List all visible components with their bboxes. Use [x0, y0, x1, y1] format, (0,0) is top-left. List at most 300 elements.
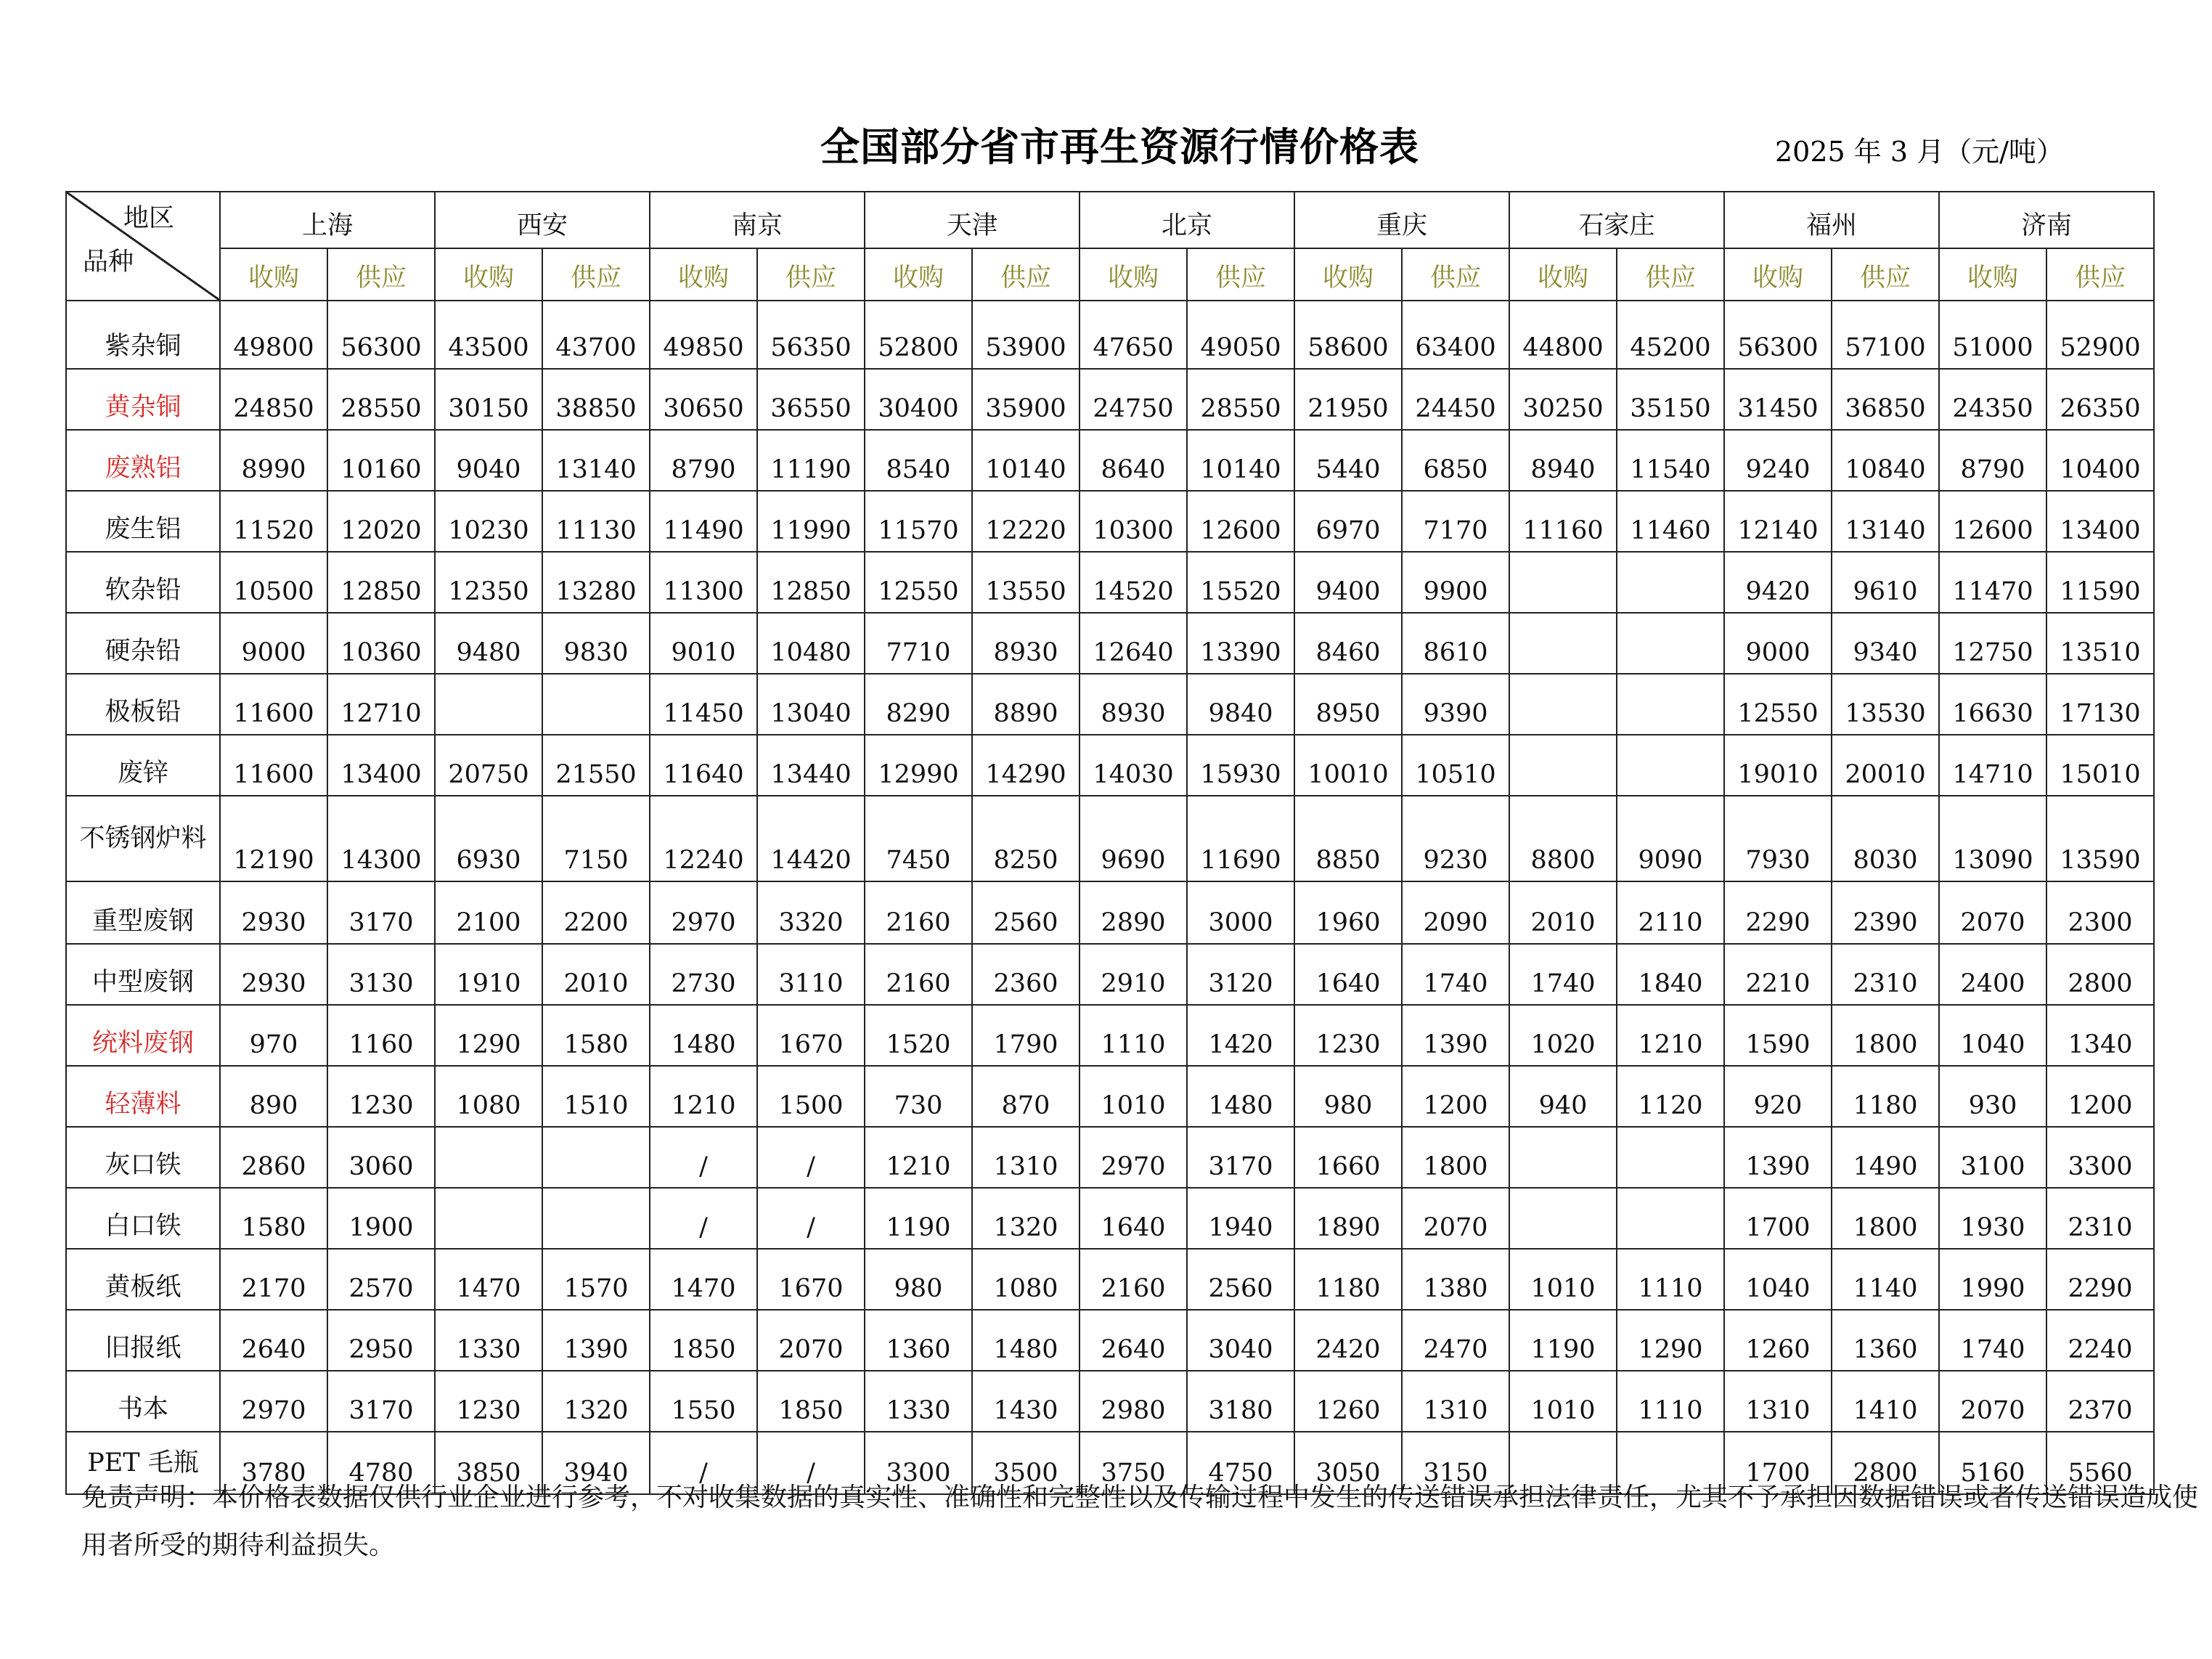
supply-price-cell: 2560 [972, 881, 1080, 944]
supply-price-cell: 53900 [972, 301, 1080, 369]
buy-price-cell: 930 [1939, 1066, 2046, 1127]
buy-price-cell: 31450 [1724, 369, 1832, 430]
supply-price-cell: 13140 [1832, 491, 1939, 552]
buy-price-cell: 3850 [435, 1432, 542, 1494]
supply-price-cell [542, 1188, 650, 1249]
table-row [66, 1310, 2154, 1371]
buy-price-cell: 2640 [220, 1310, 327, 1371]
variety-cell: 废锌 [66, 735, 220, 796]
buy-price-cell: 3300 [865, 1432, 972, 1494]
supply-price-cell: 9830 [542, 613, 650, 674]
supply-price-cell: 3170 [1187, 1127, 1294, 1188]
supply-price-cell: 2310 [1832, 944, 1939, 1005]
buy-price-cell: 1740 [1939, 1310, 2046, 1371]
buy-subheader: 收购 [1509, 248, 1617, 301]
table-row [66, 301, 2154, 369]
table-row [66, 1249, 2154, 1310]
buy-price-cell: 12750 [1939, 613, 2046, 674]
supply-price-cell: 8930 [972, 613, 1080, 674]
table-row [66, 881, 2154, 944]
buy-price-cell: / [650, 1188, 757, 1249]
buy-price-cell: 30400 [865, 369, 972, 430]
table-row [66, 1005, 2154, 1066]
buy-price-cell: 1010 [1080, 1066, 1187, 1127]
buy-price-cell: 1040 [1724, 1249, 1832, 1310]
supply-price-cell: 8610 [1402, 613, 1509, 674]
supply-price-cell: 1290 [1617, 1310, 1724, 1371]
supply-price-cell: 2070 [757, 1310, 865, 1371]
buy-price-cell: 1010 [1509, 1371, 1617, 1432]
variety-cell: 黄板纸 [66, 1249, 220, 1310]
supply-price-cell: 1490 [1832, 1127, 1939, 1188]
buy-price-cell: 12990 [865, 735, 972, 796]
supply-price-cell: 2560 [1187, 1249, 1294, 1310]
buy-price-cell: 6930 [435, 796, 542, 881]
supply-price-cell: 5560 [2046, 1432, 2154, 1494]
price-table [65, 191, 2155, 1495]
supply-subheader: 供应 [1187, 248, 1294, 301]
buy-price-cell: 49850 [650, 301, 757, 369]
buy-price-cell: 30150 [435, 369, 542, 430]
supply-price-cell [1617, 674, 1724, 735]
buy-price-cell: 2160 [865, 881, 972, 944]
table-header [66, 192, 2154, 301]
corner-region-label: 地区 [123, 204, 174, 233]
supply-price-cell: 9900 [1402, 552, 1509, 613]
supply-price-cell: 14300 [327, 796, 435, 881]
table-row [66, 491, 2154, 552]
buy-price-cell: 8790 [650, 430, 757, 491]
buy-price-cell: 1290 [435, 1005, 542, 1066]
buy-price-cell: 1180 [1294, 1249, 1402, 1310]
supply-price-cell: 10360 [327, 613, 435, 674]
buy-price-cell: 1210 [650, 1066, 757, 1127]
buy-price-cell: 1080 [435, 1066, 542, 1127]
supply-price-cell: 3500 [972, 1432, 1080, 1494]
supply-price-cell: 2070 [1402, 1188, 1509, 1249]
supply-price-cell: 63400 [1402, 301, 1509, 369]
buy-price-cell: 11470 [1939, 552, 2046, 613]
supply-price-cell: 2800 [1832, 1432, 1939, 1494]
supply-price-cell [1617, 552, 1724, 613]
buy-price-cell: 8790 [1939, 430, 2046, 491]
buy-price-cell: 1020 [1509, 1005, 1617, 1066]
supply-price-cell: 1210 [1617, 1005, 1724, 1066]
supply-price-cell: 1200 [1402, 1066, 1509, 1127]
supply-price-cell: 1800 [1832, 1188, 1939, 1249]
buy-subheader: 收购 [1724, 248, 1832, 301]
supply-price-cell: 35150 [1617, 369, 1724, 430]
buy-price-cell: 1260 [1294, 1371, 1402, 1432]
supply-price-cell: 13440 [757, 735, 865, 796]
supply-price-cell: 2090 [1402, 881, 1509, 944]
supply-price-cell: 1570 [542, 1249, 650, 1310]
buy-price-cell: 8800 [1509, 796, 1617, 881]
supply-price-cell: 1310 [1402, 1371, 1509, 1432]
supply-price-cell: 28550 [327, 369, 435, 430]
buy-price-cell: 24350 [1939, 369, 2046, 430]
supply-price-cell: 9390 [1402, 674, 1509, 735]
disclaimer-text: 免责声明：本价格表数据仅供行业企业进行参考，不对收集数据的真实性、准确性和完整性以及传输过程中发生的传送错误承担法律责任，尤其不予承担因数据错误或者传送错误造成使用者所受的期待利益损失。 [81, 1483, 2199, 1560]
supply-price-cell: 10140 [972, 430, 1080, 491]
supply-price-cell: 1420 [1187, 1005, 1294, 1066]
buy-price-cell: 1190 [865, 1188, 972, 1249]
supply-price-cell: 11990 [757, 491, 865, 552]
buy-price-cell: 1260 [1724, 1310, 1832, 1371]
table-row [66, 674, 2154, 735]
buy-price-cell: 1550 [650, 1371, 757, 1432]
supply-price-cell: 10510 [1402, 735, 1509, 796]
supply-price-cell: 1670 [757, 1005, 865, 1066]
supply-subheader: 供应 [327, 248, 435, 301]
buy-price-cell: 970 [220, 1005, 327, 1066]
supply-price-cell: 1320 [542, 1371, 650, 1432]
buy-price-cell: 1520 [865, 1005, 972, 1066]
table-row [66, 796, 2154, 881]
supply-price-cell: 9610 [1832, 552, 1939, 613]
supply-price-cell: 56350 [757, 301, 865, 369]
buy-price-cell: 8950 [1294, 674, 1402, 735]
supply-price-cell: / [757, 1188, 865, 1249]
supply-price-cell: 3060 [327, 1127, 435, 1188]
buy-price-cell: 1110 [1080, 1005, 1187, 1066]
buy-price-cell: 9480 [435, 613, 542, 674]
buy-price-cell: 2980 [1080, 1371, 1187, 1432]
supply-price-cell: 1580 [542, 1005, 650, 1066]
date-unit-label: 2025 年 3 月（元/吨） [1775, 136, 2064, 168]
supply-price-cell: 10840 [1832, 430, 1939, 491]
supply-price-cell: 13280 [542, 552, 650, 613]
buy-price-cell: 2160 [865, 944, 972, 1005]
supply-price-cell: 1740 [1402, 944, 1509, 1005]
buy-price-cell: 2100 [435, 881, 542, 944]
supply-price-cell: 1410 [1832, 1371, 1939, 1432]
buy-price-cell: 12240 [650, 796, 757, 881]
supply-price-cell: 1380 [1402, 1249, 1509, 1310]
buy-price-cell [1509, 674, 1617, 735]
buy-price-cell: 1990 [1939, 1249, 2046, 1310]
buy-price-cell: 940 [1509, 1066, 1617, 1127]
buy-price-cell [1509, 1127, 1617, 1188]
buy-price-cell: 1330 [865, 1371, 972, 1432]
buy-price-cell [435, 1127, 542, 1188]
supply-price-cell: 1790 [972, 1005, 1080, 1066]
buy-price-cell [1509, 735, 1617, 796]
buy-price-cell: 1960 [1294, 881, 1402, 944]
supply-price-cell: 36550 [757, 369, 865, 430]
buy-price-cell: 2970 [1080, 1127, 1187, 1188]
buy-price-cell: 11640 [650, 735, 757, 796]
buy-price-cell: 47650 [1080, 301, 1187, 369]
buy-price-cell: 11570 [865, 491, 972, 552]
buy-price-cell: 1890 [1294, 1188, 1402, 1249]
buy-price-cell: 21950 [1294, 369, 1402, 430]
buy-price-cell: 9420 [1724, 552, 1832, 613]
supply-price-cell: 1390 [1402, 1005, 1509, 1066]
buy-price-cell: 2010 [1509, 881, 1617, 944]
supply-price-cell: 52900 [2046, 301, 2154, 369]
supply-price-cell: 2010 [542, 944, 650, 1005]
city-header: 上海 [220, 192, 435, 248]
variety-cell: 轻薄料 [66, 1066, 220, 1127]
supply-price-cell: 1670 [757, 1249, 865, 1310]
supply-price-cell: 4780 [327, 1432, 435, 1494]
buy-price-cell: 1210 [865, 1127, 972, 1188]
supply-price-cell: 11130 [542, 491, 650, 552]
buy-price-cell: 10500 [220, 552, 327, 613]
buy-price-cell: 1480 [650, 1005, 757, 1066]
buy-price-cell: 56300 [1724, 301, 1832, 369]
buy-price-cell: 9240 [1724, 430, 1832, 491]
supply-price-cell: 3040 [1187, 1310, 1294, 1371]
supply-price-cell: 9230 [1402, 796, 1509, 881]
buy-price-cell: 1930 [1939, 1188, 2046, 1249]
supply-price-cell: 1510 [542, 1066, 650, 1127]
supply-price-cell: 1480 [1187, 1066, 1294, 1127]
buy-price-cell: 9040 [435, 430, 542, 491]
buy-subheader: 收购 [435, 248, 542, 301]
supply-price-cell: 13400 [2046, 491, 2154, 552]
buy-price-cell: 2070 [1939, 1371, 2046, 1432]
supply-price-cell: 3320 [757, 881, 865, 944]
supply-price-cell: 1110 [1617, 1249, 1724, 1310]
buy-price-cell: 2640 [1080, 1310, 1187, 1371]
variety-cell: 软杂铅 [66, 552, 220, 613]
supply-price-cell: 43700 [542, 301, 650, 369]
supply-price-cell: 3130 [327, 944, 435, 1005]
supply-price-cell: 1080 [972, 1249, 1080, 1310]
buy-price-cell: 8850 [1294, 796, 1402, 881]
supply-price-cell: 14290 [972, 735, 1080, 796]
supply-price-cell: / [757, 1432, 865, 1494]
variety-cell: 中型废钢 [66, 944, 220, 1005]
supply-price-cell: 12850 [757, 552, 865, 613]
variety-cell: 废生铝 [66, 491, 220, 552]
buy-price-cell: 14710 [1939, 735, 2046, 796]
supply-price-cell: 1320 [972, 1188, 1080, 1249]
supply-price-cell: 7170 [1402, 491, 1509, 552]
table-row [66, 552, 2154, 613]
buy-price-cell: 1470 [650, 1249, 757, 1310]
buy-price-cell: 8990 [220, 430, 327, 491]
buy-price-cell: 8540 [865, 430, 972, 491]
buy-subheader: 收购 [220, 248, 327, 301]
buy-price-cell: 2930 [220, 881, 327, 944]
supply-price-cell: 2470 [1402, 1310, 1509, 1371]
table-row [66, 430, 2154, 491]
supply-price-cell: 21550 [542, 735, 650, 796]
buy-price-cell: 2890 [1080, 881, 1187, 944]
supply-subheader: 供应 [1617, 248, 1724, 301]
supply-price-cell: 11690 [1187, 796, 1294, 881]
buy-price-cell: 11490 [650, 491, 757, 552]
buy-price-cell: 1190 [1509, 1310, 1617, 1371]
variety-cell: 统料废钢 [66, 1005, 220, 1066]
variety-cell: 书本 [66, 1371, 220, 1432]
supply-price-cell: 7150 [542, 796, 650, 881]
supply-price-cell: 11190 [757, 430, 865, 491]
supply-price-cell: 1390 [542, 1310, 650, 1371]
city-header: 西安 [435, 192, 650, 248]
variety-cell: 灰口铁 [66, 1127, 220, 1188]
buy-price-cell: 2420 [1294, 1310, 1402, 1371]
supply-price-cell: 2570 [327, 1249, 435, 1310]
supply-price-cell: 1140 [1832, 1249, 1939, 1310]
supply-price-cell: 1340 [2046, 1005, 2154, 1066]
buy-price-cell: 5160 [1939, 1432, 2046, 1494]
city-header-row [66, 192, 2154, 248]
buy-price-cell: 8290 [865, 674, 972, 735]
supply-price-cell: 1360 [1832, 1310, 1939, 1371]
supply-price-cell: 10160 [327, 430, 435, 491]
corner-variety-label: 品种 [83, 248, 134, 277]
supply-price-cell: 3170 [327, 1371, 435, 1432]
table-row [66, 1127, 2154, 1188]
supply-price-cell: 10480 [757, 613, 865, 674]
buy-price-cell: 11450 [650, 674, 757, 735]
buy-price-cell: 24750 [1080, 369, 1187, 430]
supply-price-cell: 3110 [757, 944, 865, 1005]
city-header: 重庆 [1294, 192, 1509, 248]
supply-price-cell: 36850 [1832, 369, 1939, 430]
city-header: 南京 [650, 192, 865, 248]
buy-price-cell: / [650, 1127, 757, 1188]
supply-price-cell: 3170 [327, 881, 435, 944]
subheader-row [66, 248, 2154, 301]
supply-price-cell: 13040 [757, 674, 865, 735]
buy-price-cell: 980 [865, 1249, 972, 1310]
buy-price-cell: 1040 [1939, 1005, 2046, 1066]
supply-price-cell: 1800 [1832, 1005, 1939, 1066]
variety-cell: 白口铁 [66, 1188, 220, 1249]
buy-price-cell: 14030 [1080, 735, 1187, 796]
buy-subheader: 收购 [865, 248, 972, 301]
supply-price-cell: 1160 [327, 1005, 435, 1066]
buy-price-cell: 6970 [1294, 491, 1402, 552]
supply-price-cell [1617, 735, 1724, 796]
supply-price-cell: 24450 [1402, 369, 1509, 430]
supply-price-cell [1617, 613, 1724, 674]
buy-price-cell: 11520 [220, 491, 327, 552]
buy-price-cell: 12350 [435, 552, 542, 613]
supply-price-cell: 1430 [972, 1371, 1080, 1432]
buy-price-cell: 10010 [1294, 735, 1402, 796]
buy-price-cell: 9000 [1724, 613, 1832, 674]
supply-price-cell: 8250 [972, 796, 1080, 881]
buy-price-cell: 2290 [1724, 881, 1832, 944]
buy-price-cell: 1590 [1724, 1005, 1832, 1066]
buy-price-cell [1509, 613, 1617, 674]
city-header: 济南 [1939, 192, 2154, 248]
buy-price-cell: 24850 [220, 369, 327, 430]
supply-price-cell: 11460 [1617, 491, 1724, 552]
buy-price-cell: 44800 [1509, 301, 1617, 369]
supply-price-cell: 1480 [972, 1310, 1080, 1371]
supply-price-cell: 3300 [2046, 1127, 2154, 1188]
buy-price-cell: 12190 [220, 796, 327, 881]
buy-price-cell: 20750 [435, 735, 542, 796]
city-header: 福州 [1724, 192, 1939, 248]
buy-price-cell [435, 674, 542, 735]
buy-price-cell: 2910 [1080, 944, 1187, 1005]
variety-cell: 旧报纸 [66, 1310, 220, 1371]
buy-price-cell: 52800 [865, 301, 972, 369]
supply-price-cell: 15930 [1187, 735, 1294, 796]
buy-price-cell: 1850 [650, 1310, 757, 1371]
buy-price-cell: 1740 [1509, 944, 1617, 1005]
buy-price-cell: 2210 [1724, 944, 1832, 1005]
buy-price-cell: 9000 [220, 613, 327, 674]
buy-price-cell: 980 [1294, 1066, 1402, 1127]
supply-price-cell: 14420 [757, 796, 865, 881]
supply-price-cell: 15010 [2046, 735, 2154, 796]
supply-price-cell: 20010 [1832, 735, 1939, 796]
buy-price-cell: 7930 [1724, 796, 1832, 881]
buy-price-cell: 10300 [1080, 491, 1187, 552]
buy-subheader: 收购 [1080, 248, 1187, 301]
supply-price-cell: 9090 [1617, 796, 1724, 881]
buy-price-cell: 19010 [1724, 735, 1832, 796]
buy-price-cell: 3050 [1294, 1432, 1402, 1494]
supply-price-cell: 2390 [1832, 881, 1939, 944]
buy-price-cell: 12140 [1724, 491, 1832, 552]
supply-subheader: 供应 [1402, 248, 1509, 301]
supply-price-cell: 45200 [1617, 301, 1724, 369]
supply-price-cell: 3120 [1187, 944, 1294, 1005]
buy-price-cell: 730 [865, 1066, 972, 1127]
variety-cell: 废熟铝 [66, 430, 220, 491]
buy-subheader: 收购 [1294, 248, 1402, 301]
supply-price-cell: 11540 [1617, 430, 1724, 491]
table-row [66, 1188, 2154, 1249]
supply-price-cell: 9840 [1187, 674, 1294, 735]
supply-price-cell: 3940 [542, 1432, 650, 1494]
buy-price-cell: 9690 [1080, 796, 1187, 881]
supply-subheader: 供应 [757, 248, 865, 301]
buy-price-cell: 1700 [1724, 1432, 1832, 1494]
supply-price-cell: 2200 [542, 881, 650, 944]
buy-subheader: 收购 [1939, 248, 2046, 301]
buy-price-cell: 11160 [1509, 491, 1617, 552]
buy-price-cell: 8940 [1509, 430, 1617, 491]
supply-price-cell: 4750 [1187, 1432, 1294, 1494]
buy-price-cell: 1360 [865, 1310, 972, 1371]
supply-price-cell: 9340 [1832, 613, 1939, 674]
buy-price-cell: 58600 [1294, 301, 1402, 369]
buy-price-cell: 1660 [1294, 1127, 1402, 1188]
supply-price-cell: 13510 [2046, 613, 2154, 674]
buy-price-cell: 3100 [1939, 1127, 2046, 1188]
supply-price-cell: 2800 [2046, 944, 2154, 1005]
buy-price-cell: 11600 [220, 674, 327, 735]
supply-price-cell: 1110 [1617, 1371, 1724, 1432]
supply-price-cell: 1200 [2046, 1066, 2154, 1127]
supply-price-cell: 3150 [1402, 1432, 1509, 1494]
buy-price-cell: 920 [1724, 1066, 1832, 1127]
city-header: 天津 [865, 192, 1080, 248]
supply-price-cell [542, 674, 650, 735]
supply-price-cell: 15520 [1187, 552, 1294, 613]
supply-price-cell: 13140 [542, 430, 650, 491]
table-row [66, 369, 2154, 430]
supply-price-cell: 8890 [972, 674, 1080, 735]
buy-price-cell: 10230 [435, 491, 542, 552]
variety-cell: PET 毛瓶 [66, 1432, 220, 1494]
buy-price-cell: 1010 [1509, 1249, 1617, 1310]
supply-price-cell: 2950 [327, 1310, 435, 1371]
buy-price-cell: 7710 [865, 613, 972, 674]
supply-price-cell: 12020 [327, 491, 435, 552]
